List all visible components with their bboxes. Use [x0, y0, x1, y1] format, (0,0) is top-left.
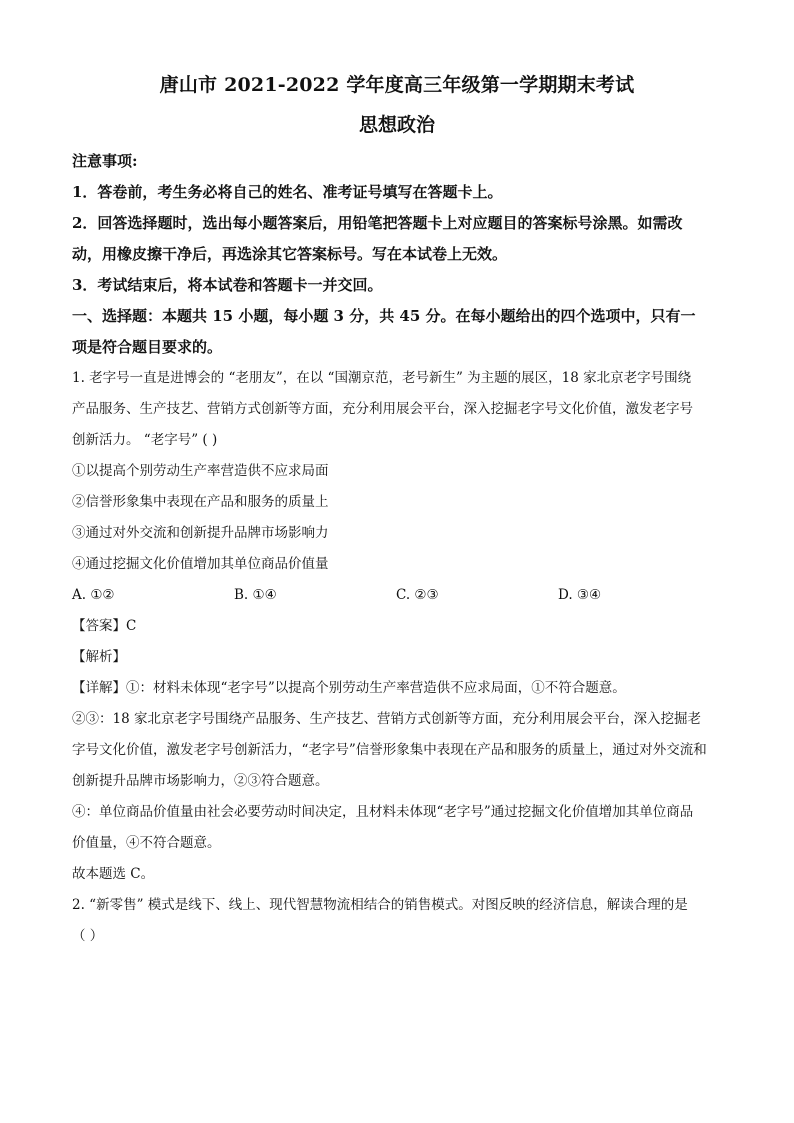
analysis-line: 创新提升品牌市场影响力，②③符合题意。 — [72, 773, 329, 789]
option-d: D. ③④ — [558, 587, 602, 603]
question-stem-line: 2. “新零售” 模式是线下、线上、现代智慧物流相结合的销售模式。对图反映的经济信息，解读合理的是 — [72, 897, 688, 913]
notice-item: 3．考试结束后，将本试卷和答题卡一并交回。 — [72, 276, 383, 294]
option-c: C. ②③ — [396, 587, 439, 603]
question-stem-line: 创新活力。 “老字号” ( ) — [72, 432, 218, 448]
notice-item: 1．答卷前，考生务必将自己的姓名、准考证号填写在答题卡上。 — [72, 183, 503, 201]
exam-subject: 思想政治 — [358, 114, 435, 136]
notice-item: 2．回答选择题时，选出每小题答案后，用铅笔把答题卡上对应题目的答案标号涂黑。如需改 — [72, 214, 683, 232]
section-line: 一、选择题：本题共 15 小题，每小题 3 分，共 45 分。在每小题给出的四个选项中，只有一 — [72, 307, 696, 325]
section-line: 项是符合题目要求的。 — [72, 338, 223, 356]
analysis-line: ②③：18 家北京老字号围绕产品服务、生产技艺、营销方式创新等方面，充分利用展会平台，深入挖掘老 — [72, 711, 701, 727]
option-a: A. ①② — [72, 587, 115, 603]
notice-heading: 注意事项: — [72, 152, 138, 170]
option-b: B. ①④ — [234, 587, 277, 603]
notice-item: 动，用橡皮擦干净后，再选涂其它答案标号。写在本试卷上无效。 — [72, 245, 508, 263]
answer-options — [72, 580, 722, 611]
notice-block — [72, 146, 722, 301]
question-1 — [72, 363, 722, 890]
analysis-line: 字号文化价值，激发老字号创新活力，“老字号”信誉形象集中表现在产品和服务的质量上，通过对外交流和 — [72, 742, 707, 758]
analysis-line: 价值量，④不符合题意。 — [72, 835, 221, 851]
question-stem-line: 1. 老字号一直是进博会的 “老朋友”，在以 “国潮京范，老号新生” 为主题的展区，18 家北京老字号围绕 — [72, 370, 692, 386]
statement-1: ①以提高个别劳动生产率营造供不应求局面 — [72, 463, 329, 479]
section-heading — [72, 301, 722, 363]
statement-3: ③通过对外交流和创新提升品牌市场影响力 — [72, 525, 329, 541]
analysis-line: 故本题选 C。 — [72, 866, 155, 882]
analysis-line: 【详解】①：材料未体现“老字号”以提高个别劳动生产率营造供不应求局面，①不符合题意。 — [72, 680, 626, 696]
statement-4: ④通过挖掘文化价值增加其单位商品价值量 — [72, 556, 329, 572]
question-stem-line: （ ） — [72, 928, 104, 944]
statement-2: ②信誉形象集中表现在产品和服务的质量上 — [72, 494, 329, 510]
question-stem-line: 产品服务、生产技艺、营销方式创新等方面，充分利用展会平台，深入挖掘老字号文化价值，激发老字号 — [72, 401, 693, 417]
analysis-line: ④：单位商品价值量由社会必要劳动时间决定，且材料未体现“老字号”通过挖掘文化价值增加其单位商品 — [72, 804, 694, 820]
answer-line: 【答案】C — [72, 618, 137, 634]
question-2 — [72, 890, 722, 952]
analysis-heading: 【解析】 — [72, 649, 126, 665]
exam-title: 唐山市 2021-2022 学年度高三年级第一学期期末考试 — [159, 74, 635, 96]
